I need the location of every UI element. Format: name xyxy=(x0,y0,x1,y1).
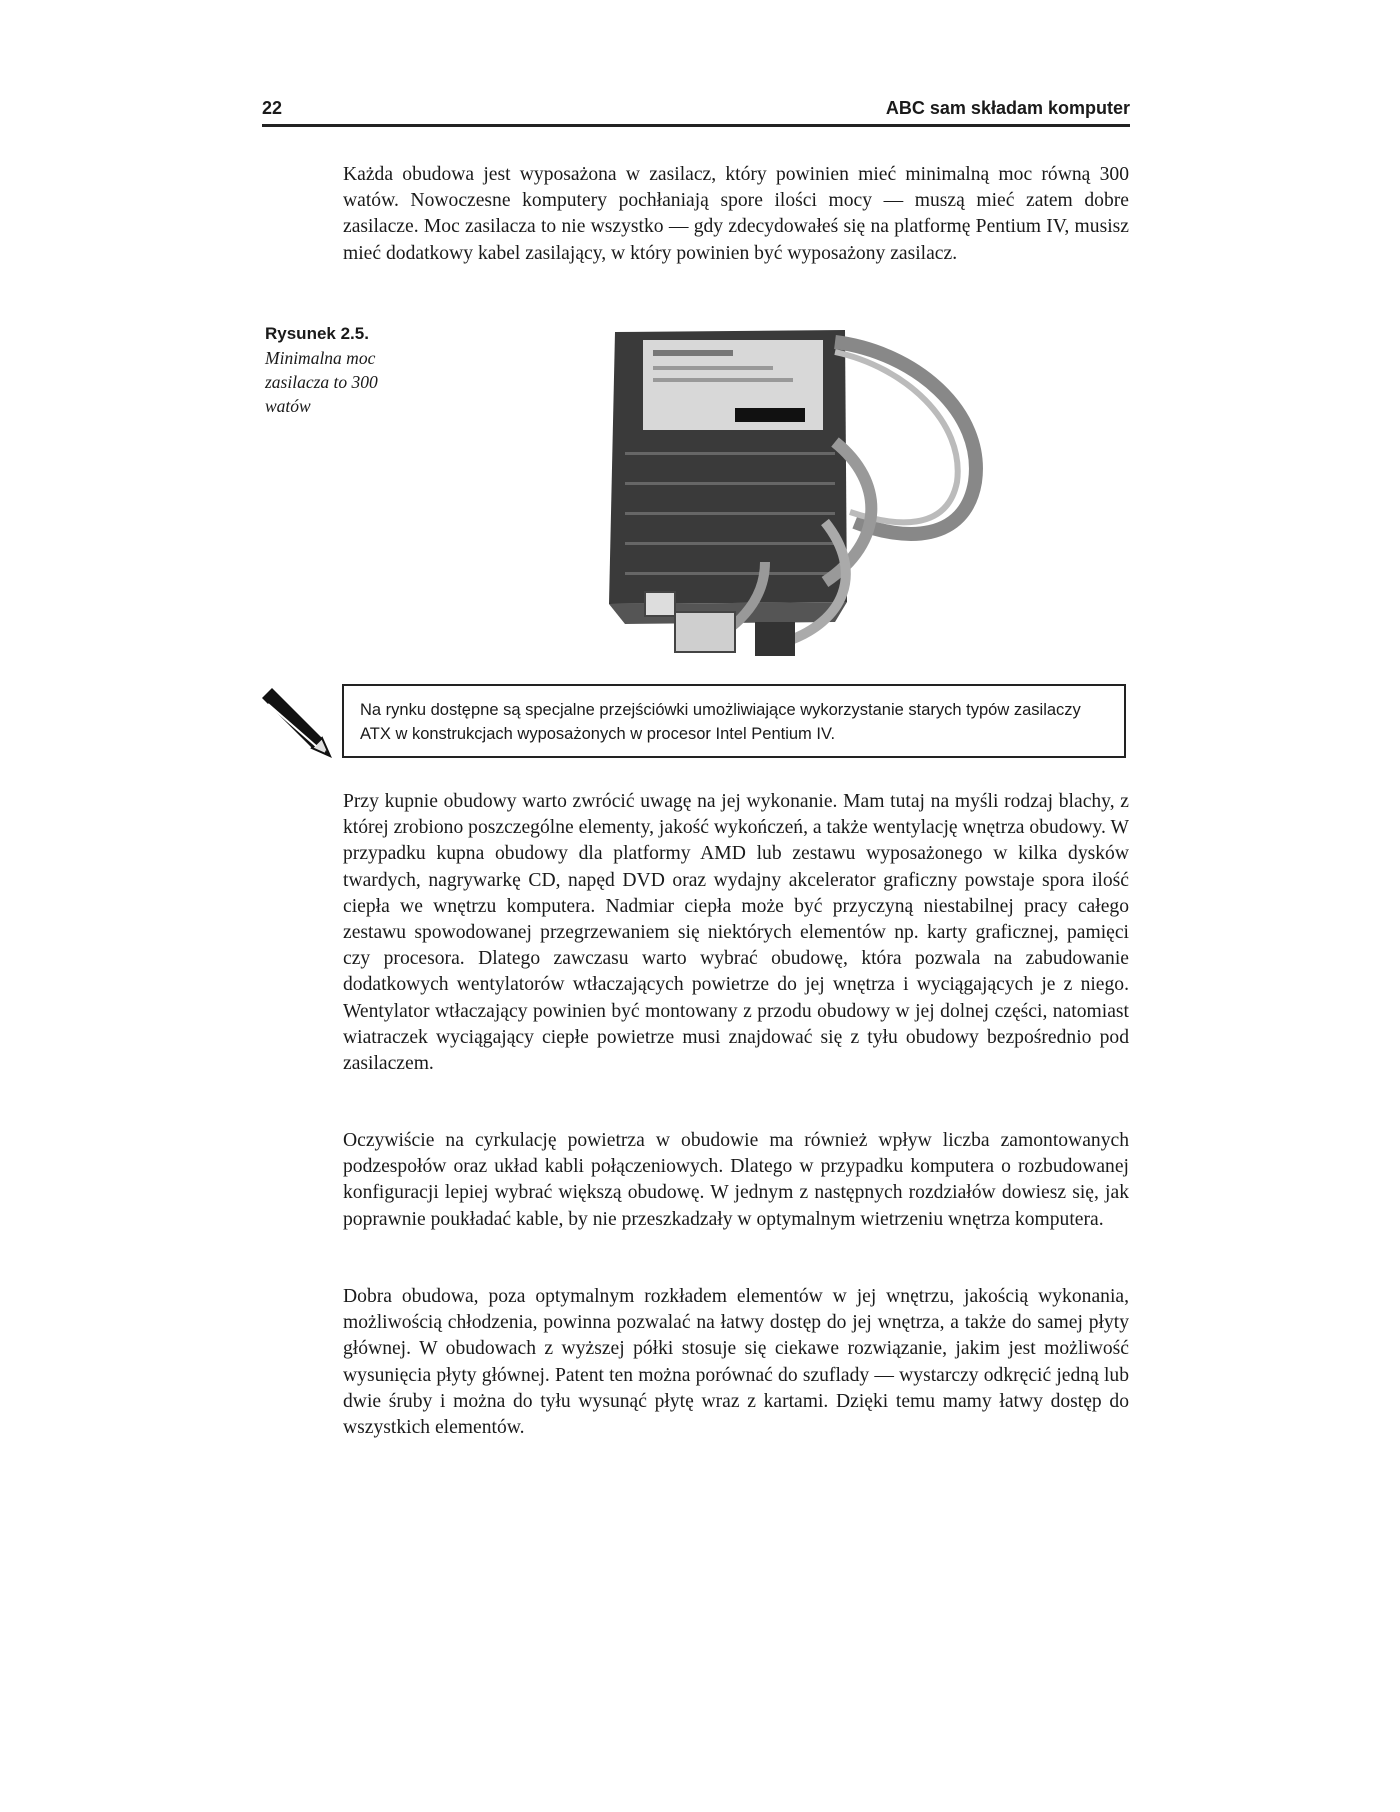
power-supply-photo xyxy=(585,322,1025,662)
power-supply-illustration xyxy=(585,322,1025,662)
page-header xyxy=(262,96,1130,127)
figure-caption xyxy=(265,322,395,418)
paragraph-good-case: Dobra obudowa, poza optymalnym rozkładem elementów w jej wnętrzu, jakością wykonania, możliwością chłodzenia, powinna pozwalać na łatwy dostęp do jej wnętrza, a także do samej płyty głównej. W obudowach z wyższej półki stosuje się ciekawe rozwiązanie, jakim jest możliwość wysunięcia płyty głównej. Patent ten można porównać do szuflady — wystarczy odkręcić jedną lub dwie śruby i można do tyłu wysunąć płytę wraz z kartami. Dzięki temu mamy łatwy dostęp do wszystkich elementów. xyxy=(343,1286,1129,1439)
paragraph-case-ventilation: Przy kupnie obudowy warto zwrócić uwagę na jej wykonanie. Mam tutaj na myśli rodzaj blachy, z której zrobiono poszczególne elementy, jakość wykończeń, a także wentylację wnętrza obudowy. W przypadku kupna obudowy dla platformy AMD lub zestawu wyposażonego w kilka dysków twardych, nagrywarkę CD, napęd DVD oraz wydajny akcelerator graficzny powstaje spora ilość ciepła we wnętrzu komputera. Nadmiar ciepła może być przyczyną niestabilnej pracy całego zestawu spowodowanej przegrzewaniem się niektórych elementów np. karty graficznej, pamięci czy procesora. Dlatego zawczasu warto wybrać obudowę, która pozwala na zabudowanie dodatkowych wentylatorów wtłaczających powietrze do jej wnętrza i wyciągających je z niego. Wentylator wtłaczający powinien być montowany z przodu obudowy w jej dolnej części, natomiast wiatraczek wyciągający ciepłe powietrze musi znajdować się z tyłu obudowy bezpośrednio pod zasilaczem. xyxy=(343,791,1129,1075)
page-number: 22 xyxy=(262,98,283,118)
paragraph-air-circulation: Oczywiście na cyrkulację powietrza w obudowie ma również wpływ liczba zamontowanych podzespołów oraz układ kabli połączeniowych. Dlatego w przypadku komputera o rozbudowanej konfiguracji lepiej wybrać większą obudowę. W jednym z następnych rozdziałów dowiesz się, jak poprawnie poukładać kable, by nie przeszkadzały w optymalnym wietrzeniu wnętrza komputera. xyxy=(343,1130,1129,1230)
note-text: Na rynku dostępne są specjalne przejściówki umożliwiające wykorzystanie starych typów zasilaczy ATX w konstrukcjach wyposażonych w procesor Intel Pentium IV. xyxy=(360,701,1081,743)
figure-caption-text: Minimalna moc zasilacza to 300 watów xyxy=(265,348,378,416)
book-title: ABC sam składam komputer xyxy=(885,98,1130,118)
figure-label: Rysunek 2.5. xyxy=(265,324,369,343)
note-box xyxy=(342,684,1126,758)
pencil-icon xyxy=(258,684,334,760)
paragraph-power-supply: Każda obudowa jest wyposażona w zasilacz, który powinien mieć minimalną moc równą 300 watów. Nowoczesne komputery pochłaniają spore ilości mocy — muszą mieć zatem dobre zasilacze. Moc zasilacza to nie wszystko — gdy zdecydowałeś się na platformę Pentium IV, musisz mieć dodatkowy kabel zasilający, w który powinien być wyposażony zasilacz. xyxy=(343,164,1129,264)
